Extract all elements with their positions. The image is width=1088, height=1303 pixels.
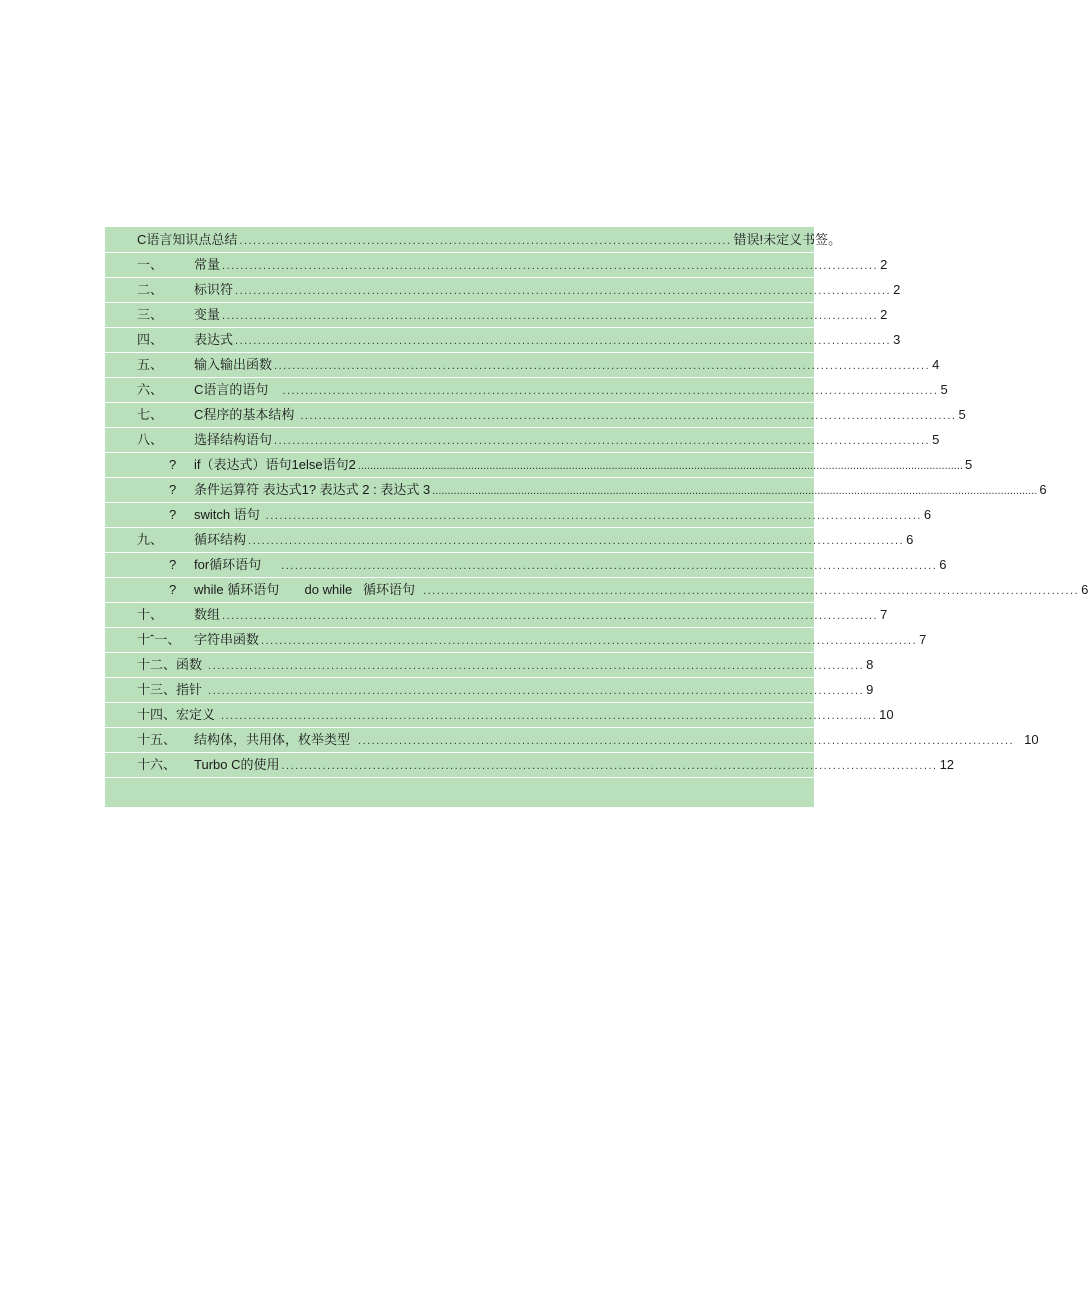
toc-page: 7: [880, 607, 888, 622]
toc-page: 5: [932, 432, 940, 447]
toc-page: 6: [906, 532, 914, 547]
toc-entry[interactable]: [105, 677, 874, 703]
toc-page: 5: [958, 407, 966, 422]
toc-bullet: ?: [169, 582, 177, 597]
toc-title: 字符串函数: [194, 632, 260, 647]
toc-leader: [194, 377, 948, 404]
toc-leader: [194, 327, 901, 354]
toc-number: 二、: [137, 282, 164, 297]
toc-title: C程序的基本结构: [194, 407, 295, 422]
toc-title: 输入输出函数: [194, 357, 273, 372]
toc-leader: [194, 302, 888, 329]
toc-leader: [194, 252, 888, 279]
toc-dots: ......................................................................................................................................................................................................: [357, 460, 963, 472]
toc-title: 常量: [194, 257, 221, 272]
toc-dots: ................................................................................................................................................: [235, 285, 892, 297]
toc-entry[interactable]: [105, 352, 940, 378]
toc-page: 5: [940, 382, 948, 397]
toc-entry[interactable]: [105, 377, 948, 403]
table-of-contents: [105, 227, 1088, 807]
toc-leader: [194, 727, 1039, 754]
toc-entry[interactable]: [105, 302, 888, 328]
toc-number: 七、: [137, 407, 164, 422]
toc-dots: ......................................................................................................................................................................................................: [432, 485, 1038, 497]
toc-dots: ................................................................................................................................................: [222, 310, 879, 322]
toc-bullet: ?: [169, 557, 177, 572]
toc-dots: ................................................................................................................................................: [208, 660, 865, 672]
toc-number: 九、: [137, 532, 164, 547]
toc-entry[interactable]: [105, 277, 901, 303]
toc-dots: ................................................................................................................................................: [300, 410, 957, 422]
toc-leader: [194, 527, 914, 554]
toc-page: 6: [1081, 582, 1088, 597]
toc-page: 3: [893, 332, 901, 347]
toc-leader: [194, 752, 955, 779]
toc-entry[interactable]: [105, 577, 1088, 603]
toc-dots: ................................................................................................................................................: [222, 260, 879, 272]
toc-leader: [137, 702, 894, 729]
toc-page: 4: [932, 357, 940, 372]
toc-title: 条件运算符 表达式1? 表达式 2 : 表达式 3: [194, 482, 431, 497]
toc-entry[interactable]: [105, 427, 940, 453]
toc-page: 12: [939, 757, 955, 772]
toc-title: 十四、宏定义: [137, 707, 216, 722]
toc-leader: [137, 677, 874, 704]
toc-leader: [194, 477, 1047, 504]
toc-entry[interactable]: [105, 602, 888, 628]
toc-dots: ................................................................................................................................................: [235, 335, 892, 347]
toc-entry[interactable]: [105, 502, 932, 528]
toc-entry[interactable]: [105, 227, 842, 253]
toc-page: 错误!未定义书签。: [733, 232, 842, 247]
toc-title: if（表达式）语句1else语句2: [194, 457, 356, 472]
toc-entry[interactable]: [105, 627, 927, 653]
toc-title: switch 语句: [194, 507, 260, 522]
toc-dots: ................................................................................................................................................: [282, 385, 939, 397]
toc-entry[interactable]: [105, 702, 894, 728]
toc-number: 八、: [137, 432, 164, 447]
toc-leader: [137, 227, 842, 254]
toc-page: 10: [879, 707, 894, 722]
toc-dots: ................................................................................................................................................: [423, 585, 1080, 597]
toc-page: 10: [1024, 732, 1039, 747]
toc-title: 十二、函数: [137, 657, 203, 672]
toc-leader: [194, 502, 932, 529]
toc-dots: ................................................................................................................................................: [358, 735, 1015, 747]
toc-entry[interactable]: [105, 402, 966, 428]
toc-entry[interactable]: [105, 552, 947, 578]
toc-entry[interactable]: [105, 452, 973, 478]
toc-dots: ................................................................................................................................................: [281, 560, 938, 572]
toc-title: for循环语句: [194, 557, 262, 572]
toc-dots: ................................................................................................................................................: [281, 760, 938, 772]
toc-page: 6: [1039, 482, 1047, 497]
toc-number: 四、: [137, 332, 164, 347]
toc-page: 6: [939, 557, 947, 572]
toc-dots: ................................................................................................................................................: [265, 510, 922, 522]
toc-title: 结构体，共用体，枚举类型: [194, 732, 351, 747]
toc-page: 8: [866, 657, 874, 672]
toc-title: 选择结构语句: [194, 432, 273, 447]
toc-dots: ................................................................................................................................................: [274, 435, 931, 447]
toc-page: 2: [893, 282, 901, 297]
toc-number: 十五、: [137, 732, 177, 747]
toc-leader: [194, 602, 888, 629]
toc-entry[interactable]: [105, 252, 888, 278]
toc-title: 循环结构: [194, 532, 247, 547]
toc-page: 7: [919, 632, 927, 647]
toc-page: 5: [964, 457, 973, 472]
toc-number: 三、: [137, 307, 164, 322]
toc-bullet: ?: [169, 457, 177, 472]
toc-title: 十三、指针: [137, 682, 203, 697]
toc-entry[interactable]: [105, 477, 1047, 503]
toc-entry[interactable]: [105, 652, 874, 678]
toc-entry[interactable]: [105, 752, 955, 778]
toc-page: 2: [880, 257, 888, 272]
toc-title: C语言的语句: [194, 382, 269, 397]
toc-entry[interactable]: [105, 327, 901, 353]
toc-number: 十ˆ一、: [137, 632, 181, 647]
toc-leader: [194, 627, 927, 654]
toc-bullet: ?: [169, 507, 177, 522]
toc-title: 数组: [194, 607, 221, 622]
toc-entry[interactable]: [105, 727, 1039, 753]
toc-number: 十六、: [137, 757, 177, 772]
toc-leader: [194, 402, 966, 429]
toc-page: 9: [866, 682, 874, 697]
toc-leader: [194, 427, 940, 454]
toc-entry[interactable]: [105, 527, 914, 553]
toc-title: 表达式: [194, 332, 234, 347]
toc-title: 标识符: [194, 282, 234, 297]
toc-bullet: ?: [169, 482, 177, 497]
toc-dots: ................................................................................................................................................: [222, 610, 879, 622]
toc-leader: [194, 352, 940, 379]
toc-dots: ................................................................................................................................................: [248, 535, 905, 547]
toc-leader: [194, 577, 1088, 604]
toc-number: 六、: [137, 382, 164, 397]
toc-page: 2: [880, 307, 888, 322]
toc-leader: [194, 552, 947, 579]
toc-number: 一、: [137, 257, 164, 272]
toc-title: 变量: [194, 307, 221, 322]
toc-title: while 循环语句 do while 循环语句: [194, 582, 416, 597]
toc-leader: [194, 452, 973, 479]
toc-dots: ................................................................................................................................................: [261, 635, 918, 647]
toc-dots: ................................................................................................................................................: [221, 710, 878, 722]
toc-dots: ................................................................................................................................................: [274, 360, 931, 372]
toc-title: C语言知识点总结: [137, 232, 238, 247]
toc-dots: ............................................................................................................: [239, 235, 732, 247]
toc-page: 6: [923, 507, 932, 522]
toc-dots: ................................................................................................................................................: [208, 685, 865, 697]
toc-leader: [194, 277, 901, 304]
toc-number: 五、: [137, 357, 164, 372]
toc-leader: [137, 652, 874, 679]
toc-title: Turbo C的使用: [194, 757, 280, 772]
toc-number: 十、: [137, 607, 164, 622]
